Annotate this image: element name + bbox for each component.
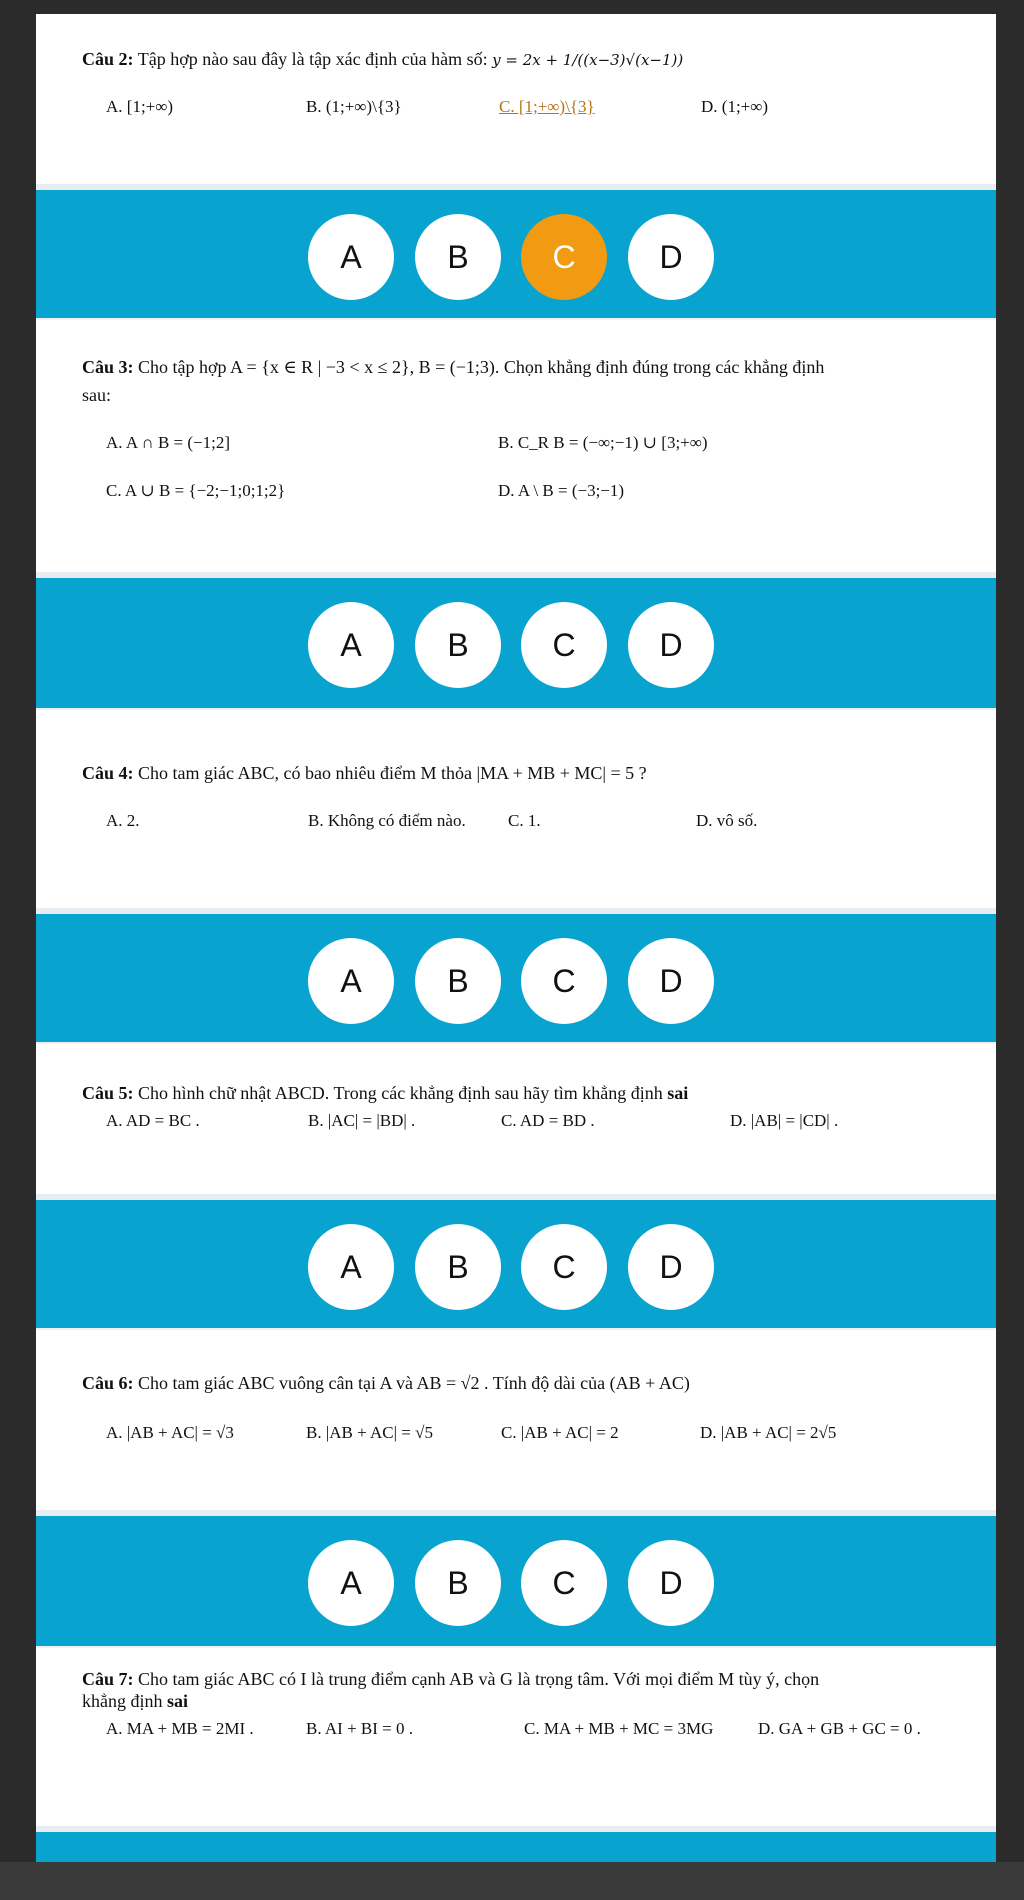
question-label: Câu 6: (82, 1373, 134, 1393)
question-text: Cho tập hợp A = {x ∈ R | −3 < x ≤ 2}, B = (−1;3). Chọn khẳng định đúng trong các khẳng định (138, 357, 825, 377)
option-b: B. |AB + AC| = √5 (306, 1423, 433, 1442)
answer-c-button[interactable]: C (521, 938, 607, 1024)
option-b: B. (1;+∞)\{3} (306, 97, 402, 116)
question-label: Câu 5: (82, 1083, 134, 1103)
option-c: C. 1. (508, 811, 541, 830)
answer-c-button[interactable]: C (521, 1224, 607, 1310)
option-c: C. |AB + AC| = 2 (501, 1423, 619, 1442)
answer-c-button[interactable]: C (521, 1540, 607, 1626)
answer-panel-3 (36, 572, 996, 708)
answer-d-button[interactable]: D (628, 1224, 714, 1310)
question-2-card (36, 14, 996, 184)
status-bar (0, 0, 1024, 14)
answer-a-button[interactable]: A (308, 214, 394, 300)
question-3-card (36, 320, 996, 572)
answer-a-button[interactable]: A (308, 1224, 394, 1310)
option-b: B. |AC| = |BD| . (308, 1111, 416, 1130)
navigation-bar (0, 1862, 1024, 1900)
answer-panel-2 (36, 184, 996, 318)
answer-panel-6 (36, 1510, 996, 1646)
option-d: D. |AB| = |CD| . (730, 1111, 839, 1130)
option-a: A. AD = BC . (106, 1111, 200, 1130)
question-text-cont: khẳng định (82, 1691, 163, 1711)
option-b: B. Không có điểm nào. (308, 811, 466, 830)
quiz-page (36, 14, 996, 1886)
option-c: C. MA + MB + MC = 3MG (524, 1719, 714, 1738)
question-emphasis: sai (667, 1083, 689, 1103)
option-b: B. C_R B = (−∞;−1) ∪ [3;+∞) (498, 433, 708, 452)
question-text: Tập hợp nào sau đây là tập xác định của hàm số: (137, 49, 488, 69)
answer-a-button[interactable]: A (308, 938, 394, 1024)
option-c: C. A ∪ B = {−2;−1;0;1;2} (106, 481, 286, 500)
answer-c-button[interactable]: C (521, 214, 607, 300)
answer-b-button[interactable]: B (415, 1540, 501, 1626)
answer-b-button[interactable]: B (415, 1224, 501, 1310)
question-label: Câu 7: (82, 1669, 134, 1689)
question-emphasis: sai (167, 1691, 189, 1711)
formula: y = 2x + 1/((x−3)√(x−1)) (492, 51, 684, 69)
question-text: Cho tam giác ABC vuông cân tại A và AB = √2 . Tính độ dài của (AB + AC) (138, 1373, 690, 1393)
answer-d-button[interactable]: D (628, 1540, 714, 1626)
answer-panel-4 (36, 908, 996, 1042)
answer-panel-5 (36, 1194, 996, 1328)
question-4-card (36, 710, 996, 908)
answer-a-button[interactable]: A (308, 1540, 394, 1626)
answer-d-button[interactable]: D (628, 938, 714, 1024)
option-d: D. |AB + AC| = 2√5 (700, 1423, 837, 1442)
question-text-cont: sau: (82, 385, 111, 405)
option-a: A. [1;+∞) (106, 97, 174, 116)
answer-d-button[interactable]: D (628, 602, 714, 688)
option-d: D. A \ B = (−3;−1) (498, 481, 625, 500)
question-7-card (36, 1648, 996, 1826)
option-a: A. A ∩ B = (−1;2] (106, 433, 231, 452)
question-label: Câu 4: (82, 763, 134, 783)
answer-c-button[interactable]: C (521, 602, 607, 688)
option-a: A. MA + MB = 2MI . (106, 1719, 254, 1738)
answer-b-button[interactable]: B (415, 602, 501, 688)
option-c: C. AD = BD . (501, 1111, 595, 1130)
option-d: D. (1;+∞) (701, 97, 769, 116)
answer-b-button[interactable]: B (415, 938, 501, 1024)
answer-d-button[interactable]: D (628, 214, 714, 300)
question-label: Câu 3: (82, 357, 134, 377)
option-b: B. AI + BI = 0 . (306, 1719, 414, 1738)
question-text: Cho hình chữ nhật ABCD. Trong các khẳng định sau hãy tìm khẳng định (138, 1083, 663, 1103)
option-c: C. [1;+∞)\{3} (499, 97, 595, 116)
question-5-card (36, 1044, 996, 1194)
option-a: A. |AB + AC| = √3 (106, 1423, 234, 1442)
question-6-card (36, 1330, 996, 1510)
question-text: Cho tam giác ABC có I là trung điểm cạnh AB và G là trọng tâm. Với mọi điểm M tùy ý, chọn (138, 1669, 820, 1689)
answer-a-button[interactable]: A (308, 602, 394, 688)
option-d: D. GA + GB + GC = 0 . (758, 1719, 921, 1738)
option-d: D. vô số. (696, 811, 758, 830)
option-a: A. 2. (106, 811, 140, 830)
question-label: Câu 2: (82, 49, 134, 69)
question-text: Cho tam giác ABC, có bao nhiêu điểm M thỏa |MA + MB + MC| = 5 ? (138, 763, 647, 783)
answer-b-button[interactable]: B (415, 214, 501, 300)
